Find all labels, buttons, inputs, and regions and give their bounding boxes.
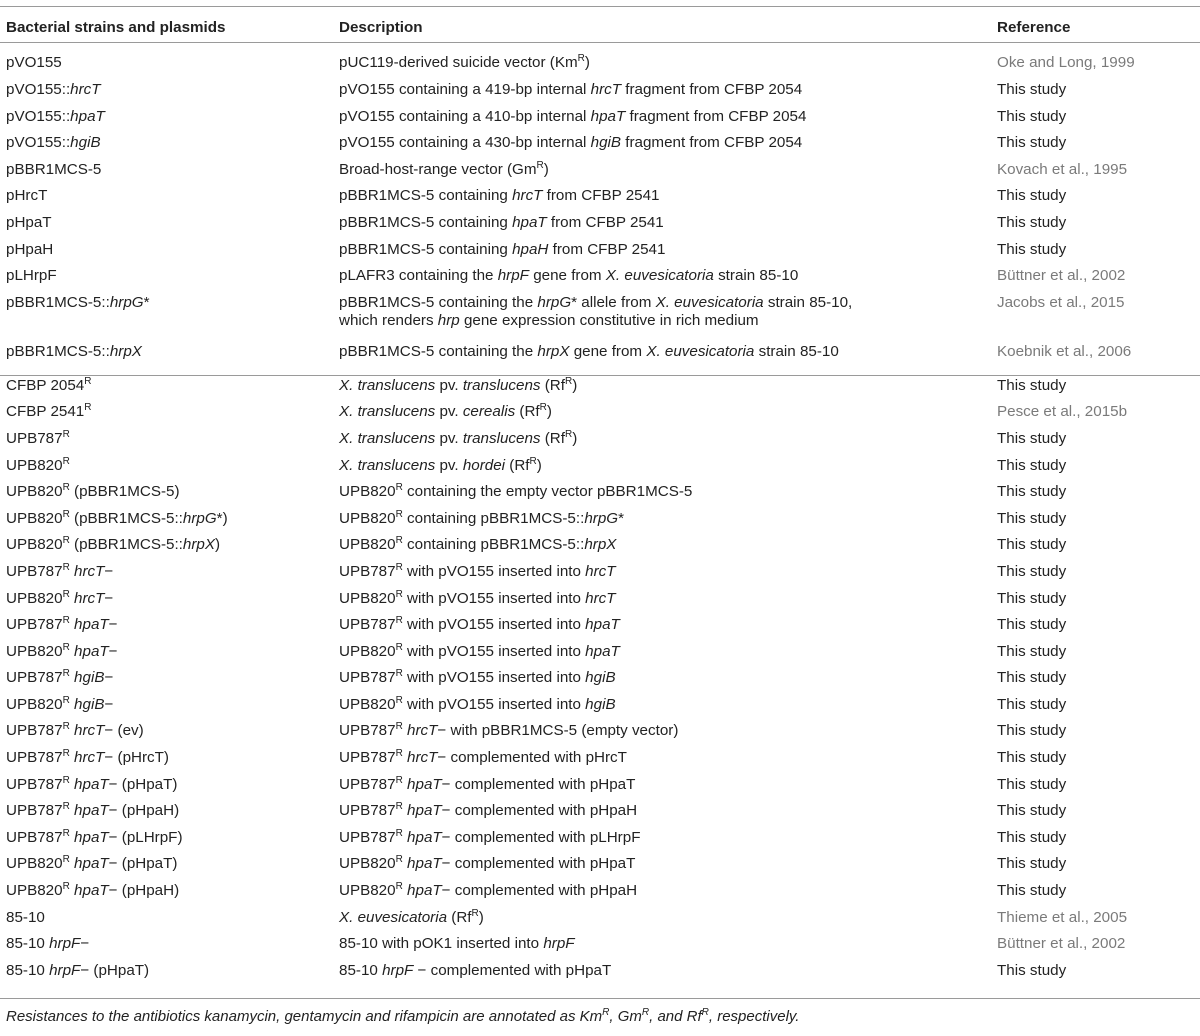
cell-strain: $UPB820^R$ (pBBR1MCS-5) (6, 482, 180, 501)
table-row (0, 130, 1200, 157)
table-row (0, 365, 1200, 399)
table-row (0, 851, 1200, 878)
cell-reference: This study (997, 456, 1067, 474)
cell-strain: $UPB787^R$ hrcT− (pHrcT) (6, 748, 169, 767)
cell-description: X. translucens pv. hordei $(Rf^R)$ (339, 455, 542, 474)
cell-description: X. translucens pv. translucens $(Rf^R)$ (339, 428, 578, 447)
cell-strain: $UPB787^R$ hrcT− (6, 561, 114, 580)
cell-reference: This study (997, 882, 1067, 900)
cell-strain: $UPB820^R$ hrcT− (6, 588, 114, 607)
cell-reference: Büttner et al., 2002 (997, 935, 1126, 953)
cell-description: $UPB820^R$ with pVO155 inserted into hrcT (339, 588, 616, 607)
cell-description: pVO155 containing a 430-bp internal hgiB fragment from CFBP 2054 (339, 134, 803, 152)
cell-reference: This study (997, 616, 1067, 634)
table-row (0, 426, 1200, 453)
cell-reference: Kovach et al., 1995 (997, 160, 1128, 178)
table-row (0, 237, 1200, 264)
cell-reference: Pesce et al., 2015b (997, 403, 1128, 421)
cell-description: $UPB820^R$ hpaT− complemented with pHpaT (339, 854, 636, 873)
cell-description: $UPB787^R$ with pVO155 inserted into hgiB (339, 668, 616, 687)
cell-strain: $UPB820^R$ hpaT− (6, 641, 118, 660)
cell-reference: This study (997, 483, 1067, 501)
table-row (0, 878, 1200, 905)
cell-strain: pHpaT (6, 213, 52, 231)
cell-strain: $UPB787^R$ hpaT− (pLHrpF) (6, 827, 183, 846)
table-row (0, 506, 1200, 533)
cell-reference: This study (997, 377, 1067, 395)
cell-strain: pBBR1MCS-5::hrpG* (6, 293, 150, 311)
cell-description: Broad-host-range vector $(Gm^R)$ (339, 159, 549, 178)
cell-reference: Büttner et al., 2002 (997, 267, 1126, 285)
cell-strain: 85-10 (6, 908, 45, 926)
cell-reference: This study (997, 828, 1067, 846)
cell-strain: $UPB820^R$ hgiB− (6, 694, 114, 713)
cell-reference: This study (997, 669, 1067, 687)
cell-strain: $UPB787^R$ hgiB− (6, 668, 114, 687)
table-row (0, 612, 1200, 639)
cell-description: pVO155 containing a 419-bp internal hrcT fragment from CFBP 2054 (339, 81, 803, 98)
table-row (0, 958, 1200, 985)
table-row (0, 479, 1200, 506)
cell-reference: This study (997, 961, 1067, 979)
cell-reference: This study (997, 536, 1067, 554)
cell-reference: This study (997, 107, 1067, 125)
table-row (0, 42, 1200, 77)
cell-description: pUC119-derived suicide vector $(Km^R)$ (339, 53, 590, 71)
cell-description: pBBR1MCS-5 containing hrcT from CFBP 2541 (339, 187, 660, 205)
cell-reference: This study (997, 81, 1067, 98)
table-row (0, 559, 1200, 586)
cell-description: $UPB820^R$ hpaT− complemented with pHpaH (339, 881, 638, 900)
cell-strain: CFBP $2541^R$ (6, 402, 92, 421)
cell-strain: $UPB820^R$ (pBBR1MCS-5::hrpG*) (6, 508, 228, 527)
cell-reference: Oke and Long, 1999 (997, 54, 1135, 71)
cell-description: $UPB820^R$ with pVO155 inserted into hpaT (339, 641, 620, 660)
cell-strain: $UPB820^R$ hpaT− (pHpaH) (6, 881, 180, 900)
table-row (0, 453, 1200, 480)
cell-reference: Thieme et al., 2005 (997, 908, 1128, 926)
table-bottom-rule (0, 998, 1200, 999)
table-row (0, 290, 1200, 339)
cell-description: 85-10 with pOK1 inserted into hrpF (339, 935, 575, 953)
cell-description: X. translucens pv. translucens $(Rf^R)$ (339, 376, 578, 395)
cell-reference: This study (997, 509, 1067, 527)
cell-reference: This study (997, 775, 1067, 793)
cell-strain: $UPB820^R$ (6, 455, 70, 474)
cell-reference: This study (997, 855, 1067, 873)
cell-strain: $UPB820^R$ (pBBR1MCS-5::hrpX) (6, 535, 221, 554)
cell-strain: pHpaH (6, 240, 54, 258)
cell-strain: $UPB787^R$ hrcT− (ev) (6, 721, 144, 740)
cell-strain: $UPB787^R$ hpaT− (6, 615, 118, 634)
cell-description: $UPB820^R$ with pVO155 inserted into hgiB (339, 694, 616, 713)
cell-reference: This study (997, 722, 1067, 740)
cell-reference: Koebnik et al., 2006 (997, 342, 1132, 360)
cell-description: pBBR1MCS-5 containing hpaT from CFBP 2541 (339, 213, 664, 231)
cell-strain: 85-10 hrpF− (6, 935, 90, 953)
table-row (0, 104, 1200, 131)
strains-plasmids-table (0, 6, 1200, 984)
cell-reference: Jacobs et al., 2015 (997, 293, 1125, 311)
cell-reference: This study (997, 749, 1067, 767)
table-row (0, 798, 1200, 825)
cell-description: $UPB787^R$ hpaT− complemented with pHpaT (339, 774, 636, 793)
header-strains: Bacterial strains and plasmids (6, 19, 226, 36)
cell-description: X. translucens pv. cerealis $(Rf^R)$ (339, 402, 552, 421)
table-row (0, 639, 1200, 666)
table-row (0, 665, 1200, 692)
cell-strain: $UPB787^R$ (6, 428, 70, 447)
cell-description: $UPB787^R$ hpaT− complemented with pLHrpF (339, 827, 641, 846)
cell-strain: $UPB820^R$ hpaT− (pHpaT) (6, 854, 178, 873)
table-footnote: Resistances to the antibiotics kanamycin, gentamycin and rifampicin are annotated as $Km^R$, $Gm^R$, and $Rf^R$, respectively. (6, 1007, 800, 1025)
cell-reference: This study (997, 240, 1067, 258)
table-row (0, 157, 1200, 184)
cell-description: $UPB787^R$ hpaT− complemented with pHpaH (339, 801, 638, 820)
cell-description: pLAFR3 containing the hrpF gene from X. euvesicatoria strain 85-10 (339, 267, 799, 285)
cell-reference: This study (997, 134, 1067, 152)
cell-description: 85-10 hrpF − complemented with pHpaT (339, 961, 612, 979)
table-row (0, 399, 1200, 426)
cell-reference: This study (997, 213, 1067, 231)
table-row (0, 339, 1200, 366)
cell-description: $UPB820^R$ containing the empty vector pBBR1MCS-5 (339, 482, 693, 501)
cell-strain: 85-10 hrpF− (pHpaT) (6, 961, 150, 979)
cell-strain: pVO155 (6, 54, 62, 71)
cell-description: $UPB787^R$ with pVO155 inserted into hpaT (339, 615, 620, 634)
table-row (0, 263, 1200, 290)
cell-reference: This study (997, 429, 1067, 447)
cell-strain: pLHrpF (6, 267, 57, 285)
cell-description: $UPB820^R$ containing pBBR1MCS-5::hrpX (339, 535, 617, 554)
cell-strain: pVO155::hgiB (6, 134, 101, 152)
cell-strain: pVO155::hpaT (6, 107, 105, 125)
table-row (0, 745, 1200, 772)
cell-strain: $UPB787^R$ hpaT− (pHpaH) (6, 801, 180, 820)
cell-reference: This study (997, 589, 1067, 607)
cell-reference: This study (997, 642, 1067, 660)
table-row (0, 210, 1200, 237)
cell-description: $UPB787^R$ hrcT− with pBBR1MCS-5 (empty vector) (339, 721, 679, 740)
cell-description: $UPB787^R$ hrcT− complemented with pHrcT (339, 748, 627, 767)
table-row (0, 718, 1200, 745)
table-row (0, 183, 1200, 210)
cell-strain: pVO155::hrcT (6, 81, 101, 98)
cell-description: pBBR1MCS-5 containing the hrpX gene from X. euvesicatoria strain 85-10 (339, 342, 839, 360)
cell-reference: This study (997, 562, 1067, 580)
cell-description: $UPB820^R$ containing pBBR1MCS-5::hrpG* (339, 508, 624, 527)
table-row (0, 931, 1200, 958)
cell-reference: This study (997, 802, 1067, 820)
cell-strain: CFBP $2054^R$ (6, 376, 92, 395)
table-row (0, 77, 1200, 104)
table-row (0, 825, 1200, 852)
cell-strain: $UPB787^R$ hpaT− (pHpaT) (6, 774, 178, 793)
cell-reference: This study (997, 695, 1067, 713)
header-reference: Reference (997, 19, 1071, 36)
cell-description: $UPB787^R$ with pVO155 inserted into hrcT (339, 561, 616, 580)
cell-description: pVO155 containing a 410-bp internal hpaT fragment from CFBP 2054 (339, 107, 807, 125)
table-row (0, 586, 1200, 613)
cell-strain: pBBR1MCS-5 (6, 160, 102, 178)
cell-strain: pBBR1MCS-5::hrpX (6, 342, 142, 360)
table-row (0, 905, 1200, 932)
cell-description: X. euvesicatoria $(Rf^R)$ (339, 907, 484, 926)
header-row (0, 6, 1200, 42)
cell-description: pBBR1MCS-5 containing hpaH from CFBP 2541 (339, 240, 666, 258)
table-body (0, 42, 1200, 984)
cell-strain: pHrcT (6, 187, 48, 205)
table-row (0, 532, 1200, 559)
cell-reference: This study (997, 187, 1067, 205)
header-description: Description (339, 19, 423, 36)
table-row (0, 692, 1200, 719)
cell-description: pBBR1MCS-5 containing the hrpG* allele from X. euvesicatoria strain 85-10, which renders hrp gene expression constitutive in rich medium (339, 293, 853, 329)
table-row (0, 772, 1200, 799)
